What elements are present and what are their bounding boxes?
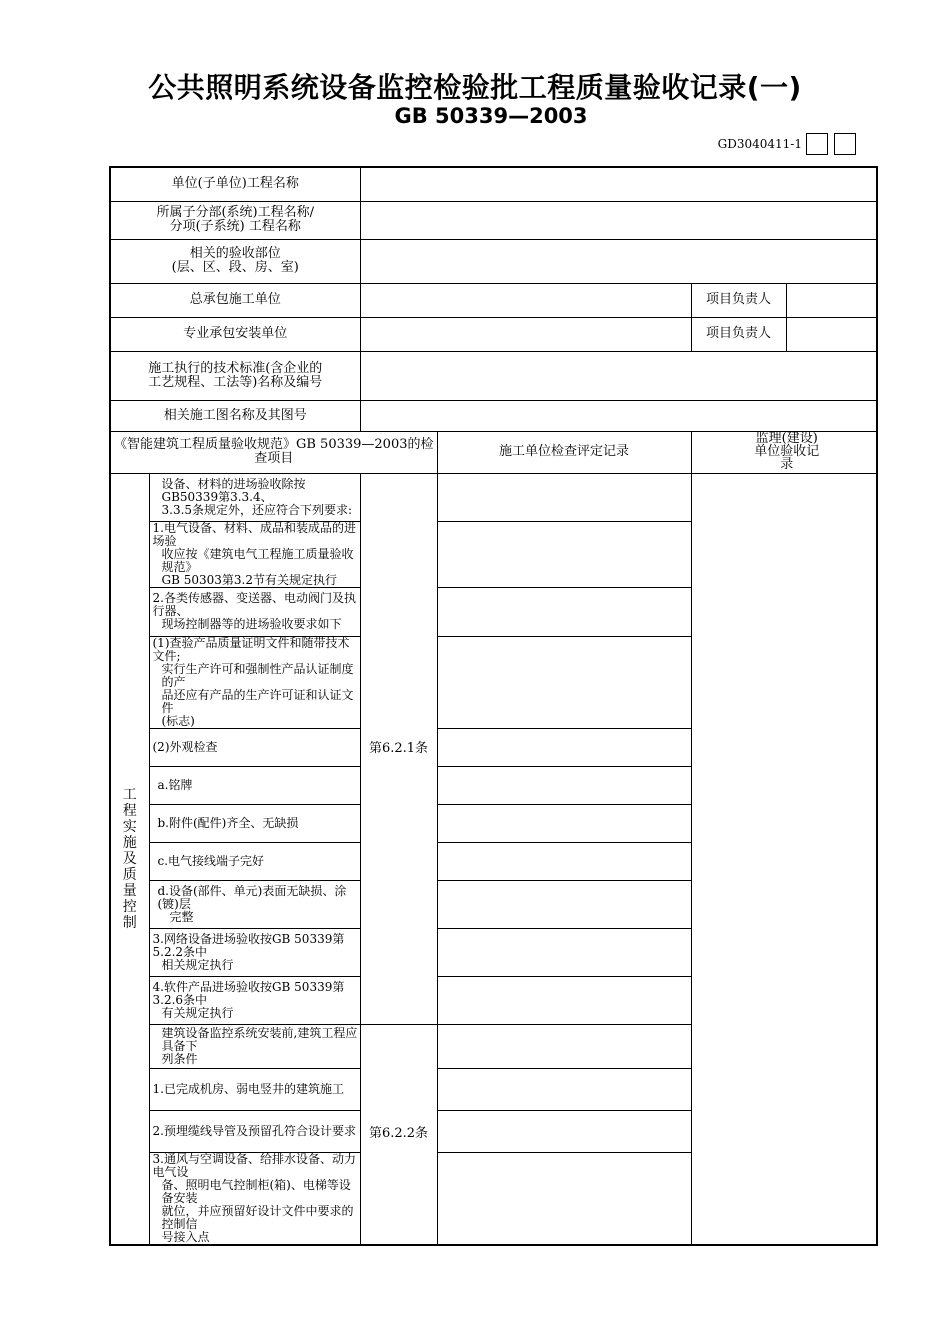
row-tech-standard xyxy=(110,351,877,400)
check-item: d.设备(部件、单元)表面无缺损、涂(镀)层 完整 xyxy=(149,880,360,928)
record-cell[interactable] xyxy=(437,1152,691,1245)
record-cell[interactable] xyxy=(437,1110,691,1152)
specialty-contractor-value[interactable] xyxy=(360,317,691,351)
check-item: 2.预埋缆线导管及预留孔符合设计要求 xyxy=(149,1110,360,1152)
record-cell[interactable] xyxy=(437,1068,691,1110)
check-items-header: 《智能建筑工程质量验收规范》GB 50339—2003的检查项目 xyxy=(110,431,437,473)
unit-name-value[interactable] xyxy=(360,167,877,201)
check-item: 1.已完成机房、弱电竖井的建筑施工 xyxy=(149,1068,360,1110)
general-contractor-label: 总承包施工单位 xyxy=(110,283,360,317)
check-item: a.铭牌 xyxy=(149,766,360,804)
supervision-record-cell[interactable] xyxy=(691,473,877,1245)
tech-standard-label-line2: 工艺规程、工法等)名称及编号 xyxy=(148,374,323,390)
column-header-row xyxy=(110,431,877,473)
check-item: b.附件(配件)齐全、无缺损 xyxy=(149,804,360,842)
record-cell[interactable] xyxy=(437,766,691,804)
standard-code: GB 50339—2003 xyxy=(394,104,588,128)
check-item: 设备、材料的进场验收除按GB50339第3.3.4、 3.3.5条规定外，还应符合下列要求: xyxy=(149,473,360,521)
form-code-box-1[interactable] xyxy=(806,133,828,155)
subdivision-label-line2: 分项(子系统) 工程名称 xyxy=(169,219,301,234)
check-item: c.电气接线端子完好 xyxy=(149,842,360,880)
general-contractor-value[interactable] xyxy=(360,283,691,317)
construction-record-header: 施工单位检查评定记录 xyxy=(437,431,691,473)
check-item: (1)查验产品质量证明文件和随带技术文件; 实行生产许可和强制性产品认证制度的产 品还应有产品的生产许可证和认证文件 (标志) xyxy=(149,636,360,728)
row-drawings xyxy=(110,400,877,431)
supervision-record-header xyxy=(691,431,877,473)
record-cell[interactable] xyxy=(437,587,691,636)
check-item: (2)外观检查 xyxy=(149,728,360,766)
location-label xyxy=(110,239,360,283)
specialty-contractor-label: 专业承包安装单位 xyxy=(110,317,360,351)
row-location xyxy=(110,239,877,283)
row-general-contractor xyxy=(110,283,877,317)
check-item: 3.通风与空调设备、给排水设备、动力电气设 备、照明电气控制柜(箱)、电梯等设备安装 就位，并应预留好设计文件中要求的控制信 号接入点 xyxy=(149,1152,360,1245)
check-item: 3.网络设备进场验收按GB 50339第5.2.2条中 相关规定执行 xyxy=(149,928,360,976)
form-code-box-2[interactable] xyxy=(834,133,856,155)
project-manager-label-1: 项目负责人 xyxy=(691,283,786,317)
tech-standard-value[interactable] xyxy=(360,351,877,400)
form-code: GD3040411-1 xyxy=(717,137,802,151)
record-cell[interactable] xyxy=(437,880,691,928)
record-cell[interactable] xyxy=(437,636,691,728)
clause-6-2-1: 第6.2.1条 xyxy=(360,473,437,1024)
supervision-header-line3: 录 xyxy=(780,457,794,472)
drawings-label: 相关施工图名称及其图号 xyxy=(110,400,360,431)
row-specialty-contractor xyxy=(110,317,877,351)
record-cell[interactable] xyxy=(437,1024,691,1068)
supervision-header-line2: 单位验收记 xyxy=(754,444,820,459)
subdivision-value[interactable] xyxy=(360,201,877,239)
project-manager-value-1[interactable] xyxy=(786,283,877,317)
check-item: 2.各类传感器、变送器、电动阀门及执行器、 现场控制器等的进场验收要求如下 xyxy=(149,587,360,636)
location-label-line1: 相关的验收部位 xyxy=(189,246,281,261)
table-row xyxy=(110,473,877,521)
project-manager-value-2[interactable] xyxy=(786,317,877,351)
section-label: 工 程 实 施 及 质 量 控 制 xyxy=(122,786,137,931)
record-cell[interactable] xyxy=(437,473,691,521)
location-value[interactable] xyxy=(360,239,877,283)
page-title: 公共照明系统设备监控检验批工程质量验收记录(一) xyxy=(148,71,802,104)
check-item: 1.电气设备、材料、成品和装成品的进场验 收应按《建筑电气工程施工质量验收规范》 GB 50303第3.2节有关规定执行 xyxy=(149,521,360,587)
clause-6-2-2: 第6.2.2条 xyxy=(360,1024,437,1245)
subdivision-label-line1: 所属子分部(系统)工程名称/ xyxy=(156,205,315,220)
check-item: 建筑设备监控系统安装前,建筑工程应具备下 列条件 xyxy=(149,1024,360,1068)
row-unit-name xyxy=(110,167,877,201)
record-cell[interactable] xyxy=(437,976,691,1024)
record-cell[interactable] xyxy=(437,728,691,766)
inspection-record-table xyxy=(109,166,878,1246)
unit-name-label: 单位(子单位)工程名称 xyxy=(110,167,360,201)
project-manager-label-2: 项目负责人 xyxy=(691,317,786,351)
supervision-header-line1: 监理(建设) xyxy=(755,432,818,446)
tech-standard-label-line1: 施工执行的技术标准(含企业的 xyxy=(148,360,323,376)
subdivision-label xyxy=(110,201,360,239)
record-cell[interactable] xyxy=(437,521,691,587)
record-cell[interactable] xyxy=(437,804,691,842)
drawings-value[interactable] xyxy=(360,400,877,431)
tech-standard-label xyxy=(110,351,360,400)
check-item: 4.软件产品进场验收按GB 50339第3.2.6条中 有关规定执行 xyxy=(149,976,360,1024)
record-cell[interactable] xyxy=(437,842,691,880)
record-cell[interactable] xyxy=(437,928,691,976)
section-label-cell xyxy=(110,473,149,1245)
location-label-line2: (层、区、段、房、室) xyxy=(171,260,299,275)
row-subdivision xyxy=(110,201,877,239)
